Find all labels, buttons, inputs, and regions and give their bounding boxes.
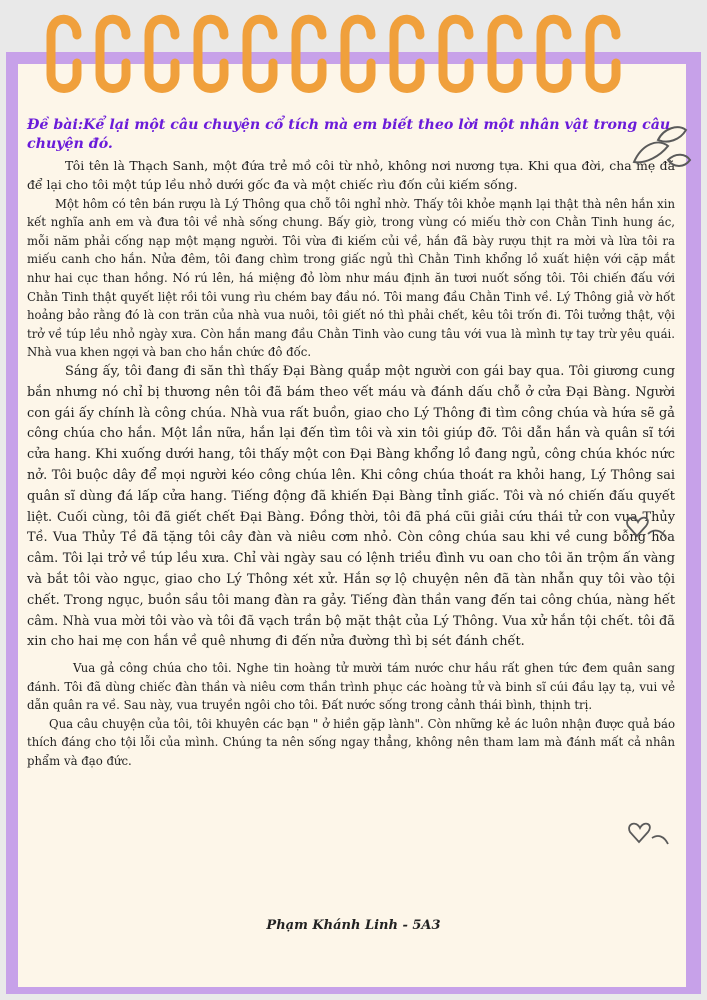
heart-doodle-icon xyxy=(620,512,670,546)
spiral-ring-icon xyxy=(533,5,579,101)
story-paragraph: Tôi tên là Thạch Sanh, một đứa trẻ mồ côi từ nhỏ, không nơi nương tựa. Khi qua đời, cha mẹ đã để lại cho tôi một túp lều nhỏ dưới gốc đa và một chiếc rìu đốn củi kiếm sống. xyxy=(27,158,675,193)
spiral-ring-icon xyxy=(337,5,383,101)
story-paragraph: Sáng ấy, tôi đang đi săn thì thấy Đại Bàng quắp một người con gái bay qua. Tôi giương cung bắn nhưng nó chỉ bị thương nên tôi đã bám theo vết máu và đánh dấu chỗ ở cửa Đại Bàng. Người con gái ấy chính là công chúa. Nhà vua rất buồn, giao cho Lý Thông đi tìm công chúa và hứa sẽ gả công chúa cho hắn. Một lần nữa, hắn lại đến tìm tôi và xin tôi giúp đỡ. Tôi dẫn hắn và quân sĩ tới cửa hang. Khi xuống dưới hang, tôi thấy một con Đại Bàng khổng lồ đang ngủ, công chúa khóc nức nở. Tôi buộc dây để mọi người kéo công chúa lên. Khi công chúa thoát ra khỏi hang, Lý Thông sai quân sĩ dùng đá lấp cửa hang. Tiếng động đã khiến Đại Bàng tỉnh giấc. Tôi và nó chiến đấu quyết liệt. Cuối cùng, tôi đã giết chết Đại Bàng. Đồng thời, tôi đã phá cũi giải cứu thái tử con vua Thủy Tề. Vua Thủy Tề đã tặng tôi cây đàn và niêu cơm nhỏ. Còn công chúa sau khi về cung bỗng hóa câm. Tôi lại trở về túp lều xưa. Chỉ vài ngày sau có lệnh triều đình vu oan cho tôi ăn trộm ấn vàng và bắt tôi vào ngục, giao cho Lý Thông xét xử. Hắn sợ lộ chuyện nên đã tàn nhẫn quy tôi vào tội chết. Trong ngục, buồn sầu tôi mang đàn ra gảy. Tiếng đàn thần vang đến tai công chúa, nàng hết câm. Nhà vua mời tôi vào và tôi đã vạch trần bộ mặt thật của Lý Thông. Vua xử hắn tội chết. tôi đã xin cho hai mẹ con hắn về quê nhưng đi đến nửa đường thì bị sét đánh chết. xyxy=(27,363,675,650)
spiral-ring-icon xyxy=(141,5,187,101)
spiral-ring-icon xyxy=(386,5,432,101)
leaf-doodle-icon xyxy=(628,122,694,180)
story-paragraph: Vua gả công chúa cho tôi. Nghe tin hoàng tử mười tám nước chư hầu rất ghen tức đem quân sang đánh. Tôi đã dùng chiếc đàn thần và niêu cơm thần trình phục các hoàng tử và binh sĩ cúi đầu lạy tạ, vui vẻ dẫn quân ra về. Sau này, vua truyền ngôi cho tôi. Đất nước sống trong cảnh thái bình, thịnh trị. xyxy=(27,661,675,713)
heart-doodle-icon xyxy=(622,820,672,854)
spiral-ring-icon xyxy=(484,5,530,101)
spiral-ring-icon xyxy=(435,5,481,101)
spiral-ring-icon xyxy=(190,5,236,101)
spiral-ring-icon xyxy=(288,5,334,101)
spiral-ring-icon xyxy=(92,5,138,101)
story-body xyxy=(27,156,675,771)
spiral-ring-icon xyxy=(582,5,628,101)
author-signature: Phạm Khánh Linh - 5A3 xyxy=(266,918,441,933)
story-paragraph: Qua câu chuyện của tôi, tôi khuyên các bạn " ở hiền gặp lành". Còn những kẻ ác luôn nhận được quả báo thích đáng cho tội lỗi của mình. Chúng ta nên sống ngay thẳng, không nên tham lam mà đánh mất cả nhân phẩm và đạo đức. xyxy=(27,716,675,769)
spiral-ring-icon xyxy=(43,5,89,101)
spiral-ring-icon xyxy=(239,5,285,101)
spiral-binding xyxy=(0,0,707,110)
assignment-prompt: Đề bài:Kể lại một câu chuyện cổ tích mà em biết theo lời một nhân vật trong câu chuyện đó. xyxy=(27,117,671,152)
story-paragraph: Một hôm có tên bán rượu là Lý Thông qua chỗ tôi nghỉ nhờ. Thấy tôi khỏe mạnh lại thật thà nên hắn xin kết nghĩa anh em và đưa tôi về nhà sống chung. Bấy giờ, trong vùng có miếu thờ con Chằn Tinh hung ác, mỗi năm phải cống nạp một mạng người. Tôi vừa đi kiếm củi về, hắn đã bày rượu thịt ra mời và lừa tôi ra miếu canh cho hắn. Nửa đêm, tôi đang chìm trong giấc ngủ thì Chằn Tinh khổng lồ xuất hiện với cặp mắt như hai cục than hồng. Nó rú lên, há miệng đỏ lòm như máu định ăn tươi nuốt sống tôi. Tôi chiến đấu với Chằn Tinh thật quyết liệt rồi tôi vung rìu chém bay đầu nó. Tôi mang đầu Chằn Tinh về. Lý Thông giả vờ hốt hoảng bảo rằng đó là con trăn của nhà vua nuôi, tôi giết nó thì phải chết, kêu tôi trốn đi. Tôi tưởng thật, vội trở về túp lều nhỏ ngày xưa. Còn hắn mang đầu Chằn Tinh vào cung tâu với vua là mình tự tay trừ yêu quái. Nhà vua khen ngợi và ban cho hắn chức đô đốc. xyxy=(27,196,675,360)
